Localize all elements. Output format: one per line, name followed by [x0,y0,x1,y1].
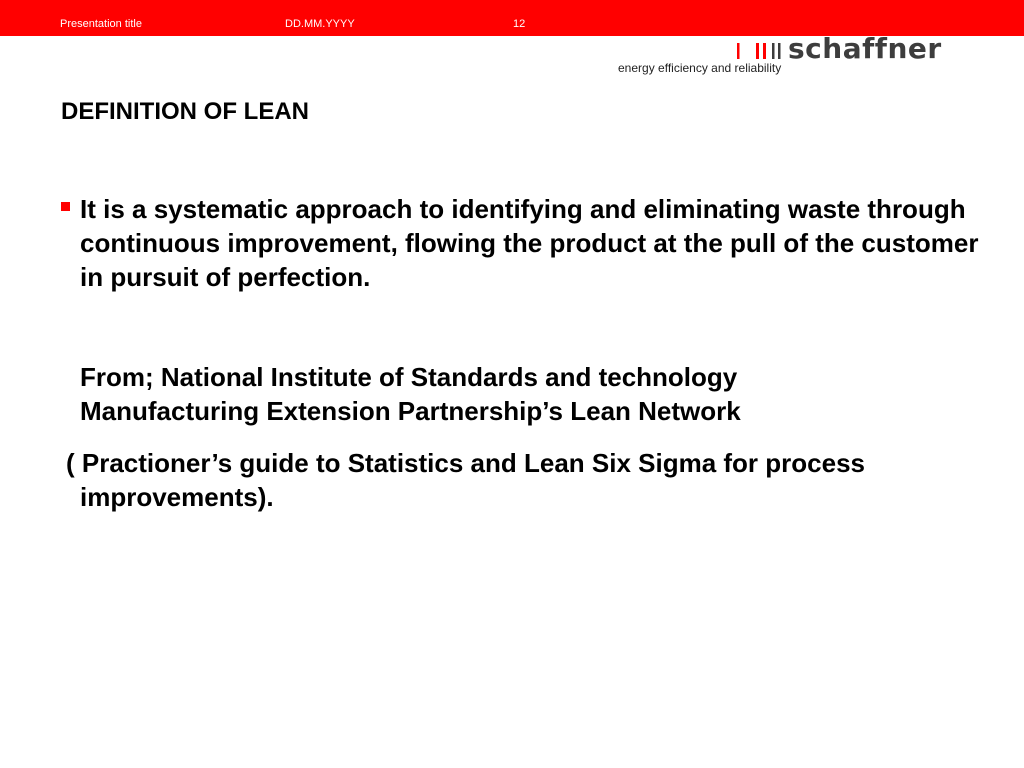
header-bar [0,0,1024,36]
source-citation [76,360,980,428]
reference-citation [62,446,966,514]
bullet-square-icon [61,202,70,211]
definition-bullet [61,192,981,294]
presentation-date: DD.MM.YYYY [285,18,355,30]
logo-wordmark: schaffner [788,32,942,65]
source-line-2: Manufacturing Extension Partnership’s Lean Network [80,396,741,426]
reference-line-2: improvements). [80,482,274,512]
definition-text: It is a systematic approach to identifying and eliminating waste through continuous improvement, flowing the product at the pull of the customer in pursuit of perfection. [80,194,979,292]
source-line-1: From; National Institute of Standards and technology [80,362,738,392]
schaffner-logo-bars-icon [736,40,786,62]
slide-title: DEFINITION OF LEAN [61,98,309,125]
page-number: 12 [513,18,526,30]
logo-tagline: energy efficiency and reliability [618,61,782,75]
presentation-title: Presentation title [60,18,142,30]
reference-line-1: ( Practioner’s guide to Statistics and Lean Six Sigma for process [66,448,865,478]
